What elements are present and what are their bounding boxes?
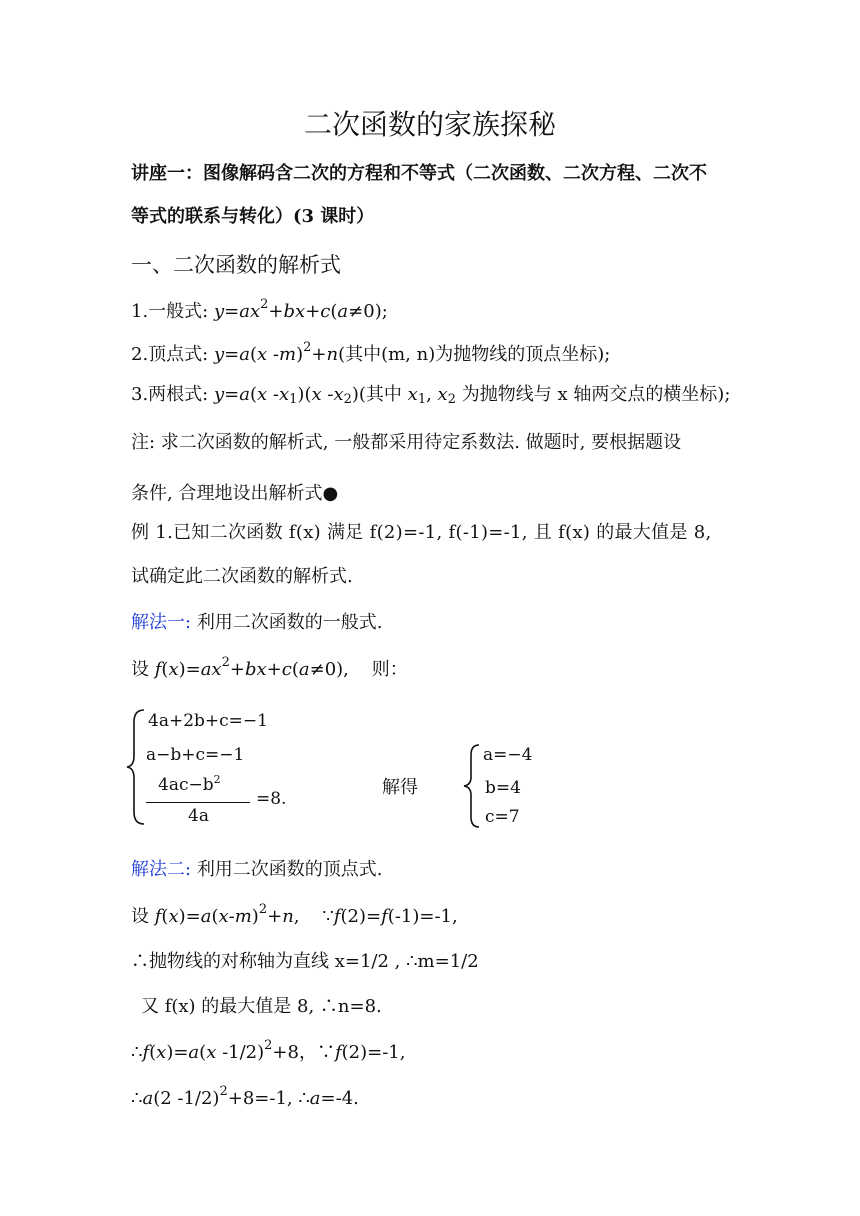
equation-3-numerator: $4ac-b^2$ (158, 773, 221, 795)
note-line1: 注: 求二次函数的解析式, 一般都采用待定系数法. 做题时, 要根据题设 (131, 432, 682, 453)
method2-substitute: ∴f(x)=a(x -1/2)$^2$+8，∵f(2)=-1, (131, 1038, 406, 1063)
note-line2-text: 条件, 合理地设出解析式 (131, 483, 323, 504)
eq3-num-text: 4ac−b (158, 775, 214, 795)
solution-a: a=−4 (483, 745, 533, 765)
general-form-label: 1.一般式: (131, 301, 209, 322)
method2-setup: 设 $f(x)=a(x-m)^2+n$, ∵f(2)=f(-1)=-1, (131, 902, 458, 927)
roots-form-note: 为抛物线与 x 轴两交点的横坐标); (461, 384, 731, 405)
method1-setup-then: 则： (371, 659, 408, 680)
method1-text: 利用二次函数的一般式. (196, 612, 383, 633)
general-form: 1.一般式: $y=ax^2+bx+c(a\ne 0)$; (131, 297, 388, 322)
example-line1: 例 1.已知二次函数 f(x) 满足 f(2)=-1, f(-1)=-1, 且 f(x) 的最大值是 8, (131, 522, 712, 543)
roots-form: 3.两根式: y=a(x $-x_1)(x$ $-x_2$)(其中 $x_1$, $x_2$ 为抛物线与 x 轴两交点的横坐标); (131, 384, 731, 407)
roots-form-label: 3.两根式: (131, 384, 209, 405)
method1-heading (131, 614, 383, 632)
lecture-heading-line2: 等式的联系与转化）(3 课时） (131, 206, 375, 227)
equation-2: a−b+c=−1 (146, 745, 245, 765)
vertex-form-label: 2.顶点式: (131, 344, 209, 365)
equation-1: 4a+2b+c=−1 (148, 711, 268, 731)
method2-axis: ∴抛物线的对称轴为直线 x=1/2 , ∴m=1/2 (131, 951, 479, 972)
equation-3-rhs: =8. (256, 789, 287, 809)
lecture-heading-line1: 讲座一：图像解码含二次的方程和不等式（二次函数、二次方程、二次不 (131, 163, 707, 184)
solution-b: b=4 (485, 778, 521, 798)
fraction-bar (146, 802, 250, 803)
method2-text: 利用二次函数的顶点式. (196, 859, 383, 880)
method2-heading (131, 861, 383, 879)
page-title: 二次函数的家族探秘 (303, 108, 556, 141)
method2-result: ∴a(2 -1/2)$^2$+8=-1, ∴a=-4. (131, 1084, 359, 1109)
method2-max: 又 f(x) 的最大值是 8, ∴n=8. (141, 996, 382, 1017)
equation-3-denominator: 4a (188, 806, 209, 826)
solve-label: 解得 (382, 777, 418, 798)
section-heading: 一、二次函数的解析式 (131, 253, 341, 277)
solution-c: c=7 (485, 807, 520, 827)
method1-label: 解法一: (131, 612, 192, 633)
vertex-form-note: (其中(m, n)为抛物线的顶点坐标); (338, 344, 611, 365)
example-line2: 试确定此二次函数的解析式. (131, 566, 353, 587)
vertex-form: 2.顶点式: y=a(x -m)$^2$+n(其中(m, n)为抛物线的顶点坐标); (131, 340, 611, 365)
method2-label: 解法二: (131, 859, 192, 880)
bullet-dot: ● (322, 483, 339, 504)
note-line2 (131, 485, 338, 503)
method1-setup: 设 $f(x)=ax^2+bx+c(a\ne 0)$, 则： (131, 655, 408, 680)
left-brace-icon (124, 708, 148, 826)
solution-brace-icon (461, 743, 483, 829)
